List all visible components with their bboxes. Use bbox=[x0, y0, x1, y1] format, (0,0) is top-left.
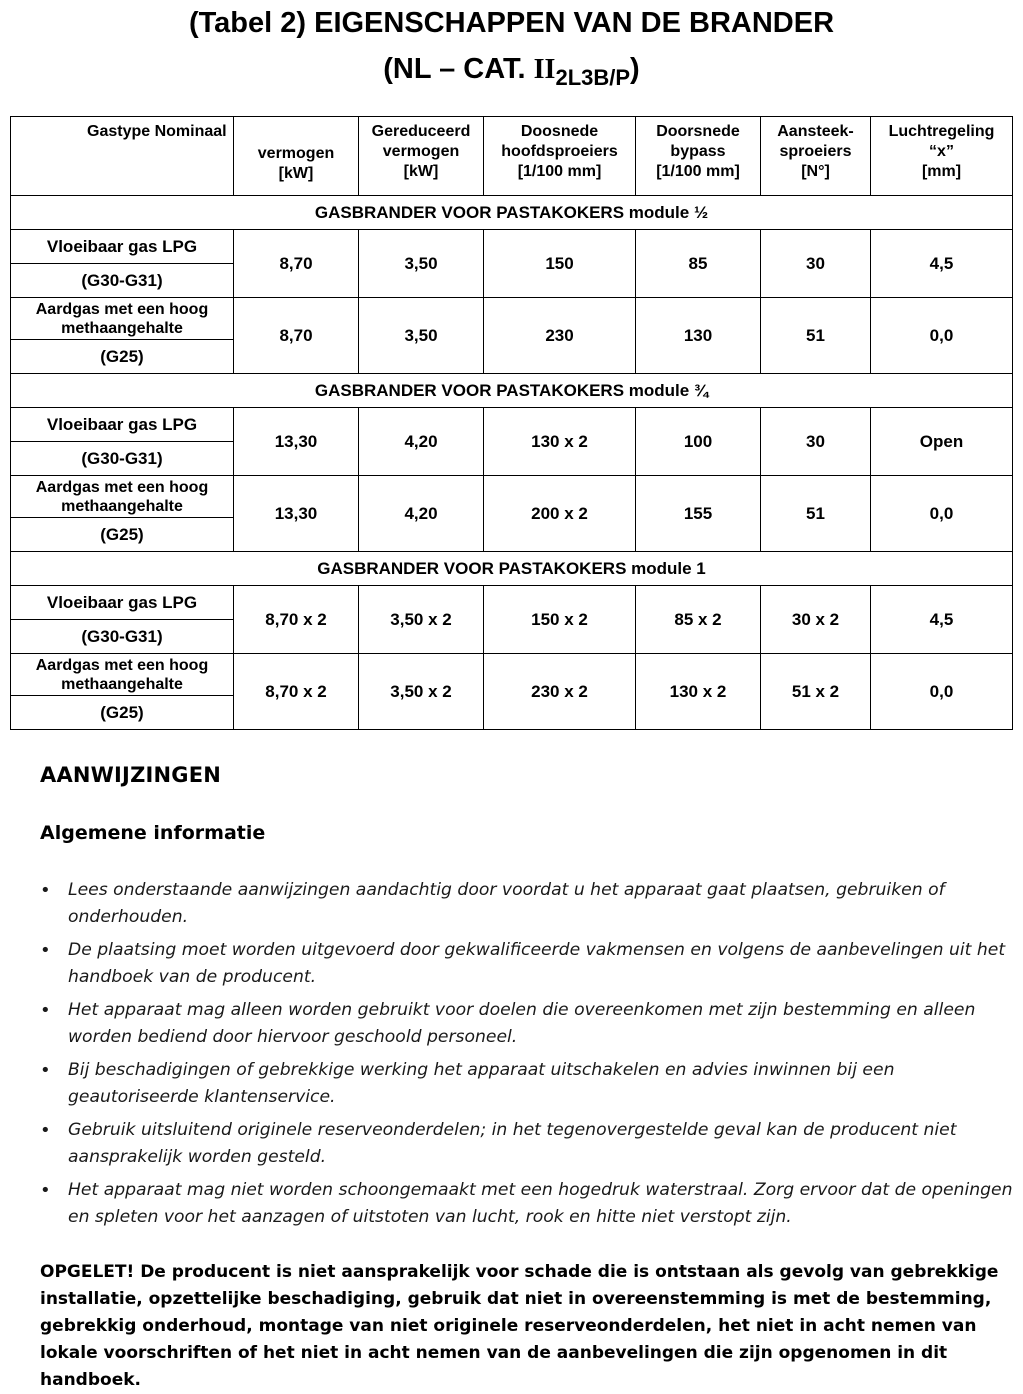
table-cell: 130 x 2 bbox=[484, 408, 636, 476]
gas-name-lpg: Vloeibaar gas LPG bbox=[11, 408, 234, 442]
table-cell: 0,0 bbox=[871, 298, 1013, 374]
subtitle-category: II bbox=[533, 54, 556, 85]
table-cell: 30 bbox=[761, 408, 871, 476]
table-cell: 230 bbox=[484, 298, 636, 374]
section-title: GASBRANDER VOOR PASTAKOKERS module 1 bbox=[11, 552, 1013, 586]
table-cell: 4,5 bbox=[871, 230, 1013, 298]
gas-code-lpg: (G30-G31) bbox=[11, 442, 234, 476]
table-cell: 3,50 x 2 bbox=[359, 654, 484, 730]
table-cell: 0,0 bbox=[871, 654, 1013, 730]
section-title: GASBRANDER VOOR PASTAKOKERS module ½ bbox=[11, 196, 1013, 230]
table-cell: 13,30 bbox=[234, 408, 359, 476]
table-cell: 8,70 x 2 bbox=[234, 654, 359, 730]
table-cell: 4,20 bbox=[359, 408, 484, 476]
header-gastype: Gastype Nominaal bbox=[11, 117, 234, 196]
list-item: • De plaatsing moet worden uitgevoerd door gekwalificeerde vakmensen en volgens de aanbevelingen uit het handboek van de producent. bbox=[40, 937, 1015, 991]
table-cell: 51 x 2 bbox=[761, 654, 871, 730]
instructions-subheading: Algemene informatie bbox=[40, 822, 266, 844]
table-cell: 150 bbox=[484, 230, 636, 298]
table-cell: 30 bbox=[761, 230, 871, 298]
gas-code-ng: (G25) bbox=[11, 518, 234, 552]
table-cell: 150 x 2 bbox=[484, 586, 636, 654]
table-cell: 4,5 bbox=[871, 586, 1013, 654]
gas-name-ng: Aardgas met een hoog methaangehalte bbox=[11, 476, 234, 518]
table-cell: 8,70 x 2 bbox=[234, 586, 359, 654]
table-cell: 30 x 2 bbox=[761, 586, 871, 654]
list-item: • Bij beschadigingen of gebrekkige werking het apparaat uitschakelen en advies inwinnen bij een geautoriseerde klantenservice. bbox=[40, 1057, 1015, 1111]
list-item: • Gebruik uitsluitend originele reserveonderdelen; in het tegenovergestelde geval kan de producent niet aansprakelijk worden gesteld. bbox=[40, 1117, 1015, 1171]
table-cell: Open bbox=[871, 408, 1013, 476]
table-cell: 85 bbox=[636, 230, 761, 298]
header-gereduceerd: Gereduceerd vermogen [kW] bbox=[359, 117, 484, 196]
section-title: GASBRANDER VOOR PASTAKOKERS module ¾ bbox=[11, 374, 1013, 408]
list-item: • Het apparaat mag alleen worden gebruikt voor doelen die overeenkomen met zijn bestemming en alleen worden bediend door hiervoor geschoold personeel. bbox=[40, 997, 1015, 1051]
list-item: • Het apparaat mag niet worden schoongemaakt met een hogedruk waterstraal. Zorg ervoor dat de openingen en spleten voor het aanzagen of uitstoten van lucht, rook en hitte niet verstopt zijn. bbox=[40, 1177, 1015, 1231]
table-cell: 51 bbox=[761, 476, 871, 552]
bullet-icon: • bbox=[40, 940, 51, 961]
table-cell: 4,20 bbox=[359, 476, 484, 552]
page-title: (Tabel 2) EIGENSCHAPPEN VAN DE BRANDER bbox=[188, 7, 835, 39]
gas-code-lpg: (G30-G31) bbox=[11, 620, 234, 654]
page-subtitle bbox=[0, 52, 1023, 95]
header-doosnede: Doosnede hoofdsproeiers [1/100 mm] bbox=[484, 117, 636, 196]
table-cell: 51 bbox=[761, 298, 871, 374]
table-cell: 85 x 2 bbox=[636, 586, 761, 654]
table-cell: 13,30 bbox=[234, 476, 359, 552]
gas-code-ng: (G25) bbox=[11, 340, 234, 374]
table-cell: 3,50 bbox=[359, 298, 484, 374]
table-cell: 8,70 bbox=[234, 298, 359, 374]
gas-name-lpg: Vloeibaar gas LPG bbox=[11, 586, 234, 620]
table-cell: 130 bbox=[636, 298, 761, 374]
gas-name-ng: Aardgas met een hoog methaangehalte bbox=[11, 654, 234, 696]
list-item: • Lees onderstaande aanwijzingen aandachtig door voordat u het apparaat gaat plaatsen, gebruiken of onderhouden. bbox=[40, 877, 1015, 931]
gas-name-lpg: Vloeibaar gas LPG bbox=[11, 230, 234, 264]
table-cell: 0,0 bbox=[871, 476, 1013, 552]
bullet-icon: • bbox=[40, 1000, 51, 1021]
bullet-icon: • bbox=[40, 1060, 51, 1081]
table-cell: 130 x 2 bbox=[636, 654, 761, 730]
bullet-icon: • bbox=[40, 1180, 51, 1201]
warning-paragraph: OPGELET! De producent is niet aansprakelijk voor schade die is ontstaan als gevolg van gebrekkige installatie, opzettelijke beschadiging, gebruik dat niet in overeenstemming is met de bestemming, gebrekkig onderhoud, montage van niet originele reserveonderdelen, het niet in acht nemen van lokale voorschriften of het niet in acht nemen van de aanbevelingen die zijn opgenomen in dit handboek. bbox=[40, 1262, 999, 1390]
instructions-list bbox=[40, 877, 1015, 1237]
instructions-heading: AANWIJZINGEN bbox=[40, 763, 222, 787]
subtitle-prefix: (NL – CAT. bbox=[383, 53, 534, 85]
bullet-icon: • bbox=[40, 1120, 51, 1141]
subtitle-category-sub: 2L3B/P bbox=[555, 65, 631, 90]
table-cell: 8,70 bbox=[234, 230, 359, 298]
table-cell: 3,50 x 2 bbox=[359, 586, 484, 654]
header-aansteek: Aansteek- sproeiers [N°] bbox=[761, 117, 871, 196]
table-cell: 3,50 bbox=[359, 230, 484, 298]
table-cell: 230 x 2 bbox=[484, 654, 636, 730]
burner-properties-table bbox=[10, 116, 1013, 730]
subtitle-suffix: ) bbox=[630, 53, 640, 85]
header-luchtregeling: Luchtregeling “x” [mm] bbox=[871, 117, 1013, 196]
table-header-row bbox=[11, 117, 1013, 196]
gas-name-ng: Aardgas met een hoog methaangehalte bbox=[11, 298, 234, 340]
table-cell: 200 x 2 bbox=[484, 476, 636, 552]
gas-code-ng: (G25) bbox=[11, 696, 234, 730]
header-bypass: Doorsnede bypass [1/100 mm] bbox=[636, 117, 761, 196]
bullet-icon: • bbox=[40, 880, 51, 901]
table-cell: 155 bbox=[636, 476, 761, 552]
table-cell: 100 bbox=[636, 408, 761, 476]
gas-code-lpg: (G30-G31) bbox=[11, 264, 234, 298]
header-vermogen: vermogen [kW] bbox=[234, 117, 359, 196]
